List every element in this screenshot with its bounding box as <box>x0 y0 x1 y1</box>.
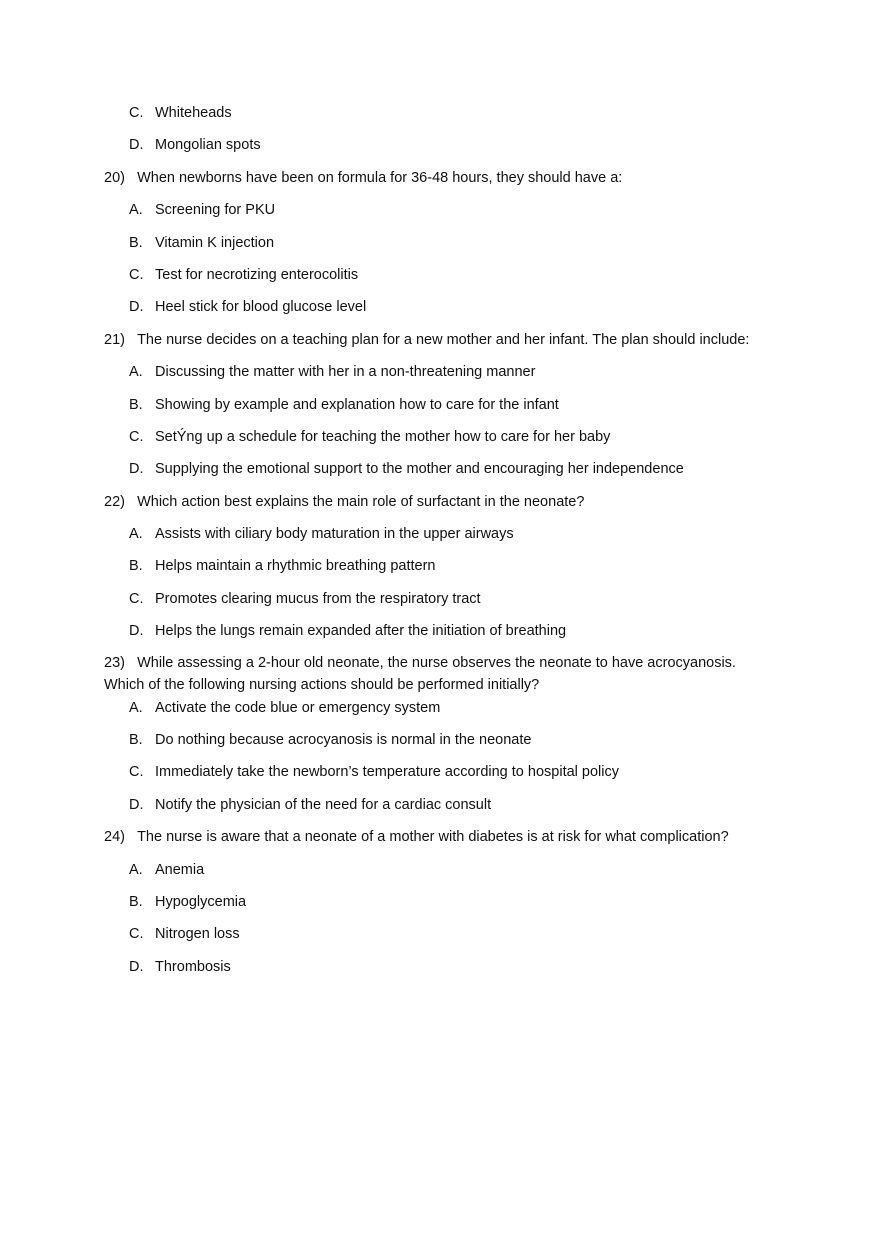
option-item <box>104 428 776 460</box>
option-letter: B. <box>129 893 143 910</box>
option-text: Vitamin K injection <box>155 234 275 251</box>
option-item <box>104 731 776 763</box>
option-text: Helps maintain a rhythmic breathing pattern <box>155 558 436 575</box>
option-item <box>104 234 776 266</box>
option-text: Notify the physician of the need for a cardiac consult <box>155 796 492 813</box>
option-letter: D. <box>129 796 144 813</box>
question-22 <box>104 493 776 525</box>
option-item <box>104 893 776 925</box>
option-item <box>104 925 776 957</box>
option-text: Promotes clearing mucus from the respiratory tract <box>155 590 481 607</box>
option-text: Supplying the emotional support to the mother and encouraging her independence <box>155 461 684 478</box>
option-letter: D. <box>129 299 144 316</box>
question-24 <box>104 828 776 860</box>
option-item <box>104 525 776 557</box>
option-text: SetÝng up a schedule for teaching the mother how to care for her baby <box>155 428 611 445</box>
option-item <box>104 796 776 828</box>
option-letter: C. <box>129 266 144 283</box>
option-letter: C. <box>129 105 144 121</box>
option-item <box>104 104 776 136</box>
question-text: Which action best explains the main role of surfactant in the neonate? <box>137 493 585 510</box>
option-letter: D. <box>129 623 144 640</box>
option-text: Nitrogen loss <box>155 926 240 943</box>
option-text: Activate the code blue or emergency system <box>155 699 441 716</box>
option-text: Mongolian spots <box>155 137 261 154</box>
question-20 <box>104 169 776 201</box>
option-letter: B. <box>129 732 143 749</box>
question-text: The nurse decides on a teaching plan for a new mother and her infant. The plan should include: <box>137 331 750 348</box>
question-number: 24) <box>104 829 125 846</box>
option-text: Immediately take the newborn’s temperature according to hospital policy <box>155 764 619 781</box>
option-item <box>104 396 776 428</box>
question-number: 22) <box>104 493 125 510</box>
option-letter: B. <box>129 558 143 575</box>
option-item <box>104 298 776 330</box>
option-item <box>104 266 776 298</box>
option-text: Screening for PKU <box>155 202 276 219</box>
option-letter: A. <box>129 202 143 219</box>
option-text: Thrombosis <box>155 958 231 975</box>
option-letter: C. <box>129 926 144 943</box>
option-text: Hypoglycemia <box>155 893 247 910</box>
option-item <box>104 201 776 233</box>
option-letter: A. <box>129 526 143 543</box>
option-letter: A. <box>129 699 143 716</box>
option-letter: C. <box>129 590 144 607</box>
option-text: Assists with ciliary body maturation in the upper airways <box>155 526 514 543</box>
option-text: Discussing the matter with her in a non-threatening manner <box>155 364 536 381</box>
question-text: The nurse is aware that a neonate of a mother with diabetes is at risk for what complication? <box>137 829 729 846</box>
question-number: 21) <box>104 331 125 348</box>
question-21 <box>104 331 776 363</box>
option-text: Test for necrotizing enterocolitis <box>155 266 359 283</box>
option-letter: D. <box>129 461 144 478</box>
option-letter: A. <box>129 861 143 878</box>
option-text: Heel stick for blood glucose level <box>155 299 367 316</box>
option-item <box>104 763 776 795</box>
option-item <box>104 861 776 893</box>
option-item <box>104 590 776 622</box>
question-text: While assessing a 2-hour old neonate, the nurse observes the neonate to have acrocyanosis. Which of the following nursing actions should be performed initially? <box>104 654 736 693</box>
question-text: When newborns have been on formula for 36-48 hours, they should have a: <box>137 169 623 186</box>
option-letter: D. <box>129 958 144 975</box>
question-number: 23) <box>104 654 125 671</box>
option-text: Showing by example and explanation how to care for the infant <box>155 396 559 413</box>
option-item <box>104 622 776 654</box>
question-number: 20) <box>104 169 125 186</box>
option-item <box>104 699 776 731</box>
option-letter: C. <box>129 428 144 445</box>
option-text: Anemia <box>155 861 205 878</box>
option-text: Do nothing because acrocyanosis is normal in the neonate <box>155 732 532 749</box>
option-letter: B. <box>129 234 143 251</box>
option-item <box>104 557 776 589</box>
option-letter: C. <box>129 764 144 781</box>
option-item <box>104 136 776 168</box>
option-item <box>104 363 776 395</box>
question-23 <box>104 652 776 696</box>
option-letter: B. <box>129 396 143 413</box>
option-text: Helps the lungs remain expanded after the initiation of breathing <box>155 623 567 640</box>
option-item <box>104 460 776 492</box>
option-letter: D. <box>129 137 144 154</box>
option-text: Whiteheads <box>155 105 232 121</box>
option-letter: A. <box>129 364 143 381</box>
option-item <box>104 958 776 990</box>
